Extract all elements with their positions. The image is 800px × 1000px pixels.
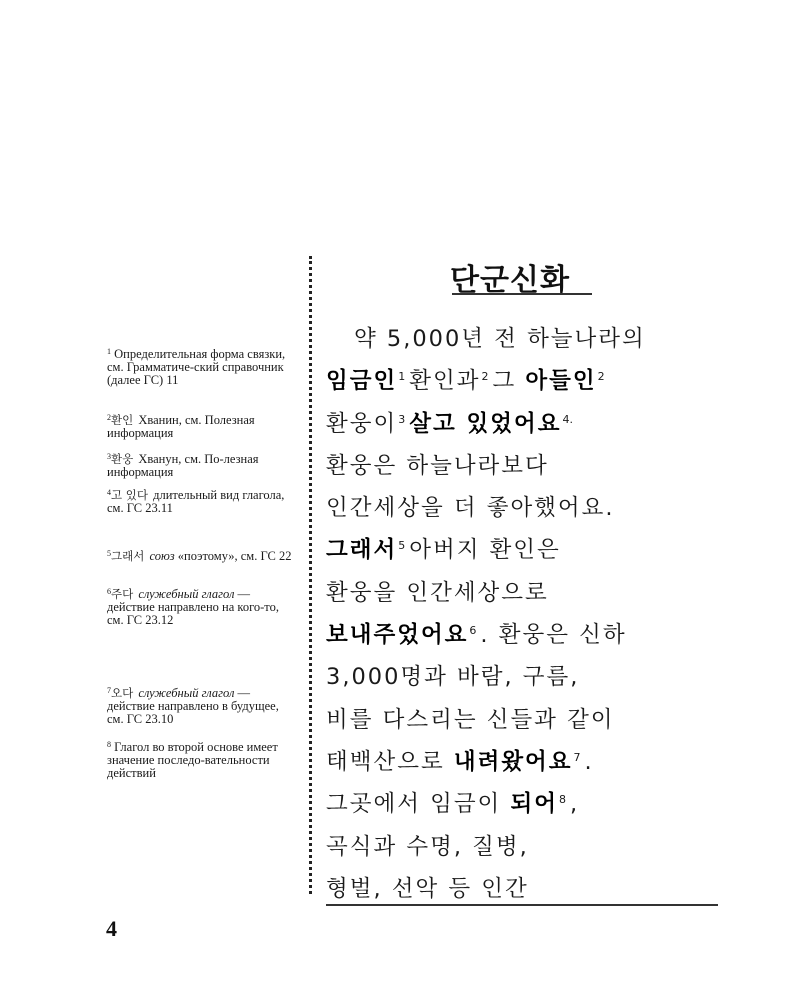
story-text: 환웅은 하늘나라보다 [326, 452, 549, 479]
story-line [326, 783, 726, 825]
footnote-text: Хванин, см. Полезная информация [107, 413, 255, 440]
footnote-8 [107, 741, 297, 780]
story-text: . [584, 748, 594, 775]
story-bold-word: 아들인 [525, 368, 597, 395]
footnote-italic: служебный глагол [138, 686, 235, 700]
story-text: 인간세상을 더 좋아했어요. [326, 495, 615, 522]
footnote-ref: 1 [398, 370, 406, 384]
footnote-korean-term: 그래서 [111, 549, 145, 563]
story-text: 곡식과 수명, 질병, [326, 833, 529, 860]
page-number: 4 [106, 916, 117, 941]
story-title: 단군신화 [450, 263, 570, 298]
story-line [326, 487, 726, 529]
footnote-4 [107, 489, 297, 515]
story-bold-word: 내려왔어요 [453, 748, 573, 775]
story-text: 환인과 [409, 368, 481, 395]
footnote-number: 7 [107, 686, 111, 695]
story-text: 태백산으로 [326, 748, 445, 775]
footnote-ref: 3 [398, 412, 406, 426]
story-text: 형벌, 선악 등 인간 [326, 875, 529, 902]
footnote-korean-term: 환인 [111, 413, 134, 427]
story-line [326, 826, 726, 868]
footnote-italic: союз [149, 549, 175, 563]
story-line [326, 656, 726, 698]
footnote-ref: 7 [573, 750, 581, 764]
footnote-3 [107, 453, 297, 479]
dotted-divider [309, 256, 312, 894]
footnote-ref: 2 [481, 370, 489, 384]
footnote-number: 8 [107, 740, 111, 749]
footnote-text: длительный вид глагола, см. ГС 23.11 [107, 488, 285, 515]
footnote-korean-term: 고 있다 [111, 488, 148, 502]
story-text: 그곳에서 임금이 [326, 791, 502, 818]
story-line [326, 360, 726, 402]
story-line [326, 699, 726, 741]
footnote-number: 3 [107, 452, 111, 461]
story-text: 환웅을 인간세상으로 [326, 579, 549, 606]
footnotes-column [0, 0, 300, 1000]
footnote-number: 5 [107, 549, 111, 558]
story-line [326, 614, 726, 656]
footnote-italic: служебный глагол [138, 587, 235, 601]
footnote-ref: 5 [398, 539, 406, 553]
story-bold-word: 되어 [510, 791, 558, 818]
story-body [326, 318, 726, 910]
story-bold-word: 그래서 [326, 537, 398, 564]
footnote-number: 1 [107, 347, 111, 356]
story-line [326, 572, 726, 614]
footnote-2 [107, 414, 297, 440]
footnote-text: «поэтому», см. ГС 22 [177, 549, 292, 563]
footnote-korean-term: 환웅 [111, 452, 134, 466]
title-underline [452, 293, 592, 295]
footnote-6 [107, 588, 297, 627]
footnote-text: Определительная форма связки, см. Грамматиче-ский справочник (далее ГС) 11 [107, 347, 286, 387]
footnote-text: — действие направлено на кого-то, см. ГС 23.12 [107, 587, 279, 627]
footnote-ref: 4. [562, 412, 573, 426]
story-text: 약 5,000년 전 하늘나라의 [354, 326, 646, 352]
footnote-ref: 6 [469, 624, 477, 638]
story-text: . 환웅은 신하 [480, 622, 627, 649]
footnote-number: 4 [107, 488, 111, 497]
story-line [326, 741, 726, 783]
story-text: 3,000명과 바람, 구름, [326, 664, 580, 691]
story-line [326, 529, 726, 571]
footnote-text: — действие направлено в будущее, см. ГС 23.10 [107, 686, 279, 726]
footnote-korean-term: 주다 [111, 587, 134, 601]
story-text: 아버지 환인은 [409, 537, 561, 564]
story-line [326, 445, 726, 487]
story-line [326, 318, 726, 360]
story-text: 그 [492, 368, 517, 395]
footnote-ref: 8 [558, 793, 566, 807]
story-text: , [569, 791, 580, 818]
footnote-7 [107, 687, 297, 726]
footnote-korean-term: 오다 [111, 686, 134, 700]
story-bold-word: 임금인 [326, 368, 398, 395]
story-text: 환웅이 [326, 410, 398, 437]
footnote-5 [107, 550, 297, 563]
footnote-number: 2 [107, 413, 111, 422]
footnote-1 [107, 348, 297, 387]
story-bold-word: 보내주었어요 [326, 622, 469, 649]
story-text: 비를 다스리는 신들과 같이 [326, 706, 615, 733]
footnote-number: 6 [107, 587, 111, 596]
footnote-text: Глагол во второй основе имеет значение последо-вательности действий [107, 740, 278, 780]
story-line [326, 403, 726, 445]
footnote-text: Хванун, см. По-лезная информация [107, 452, 259, 479]
footnote-ref: 2 [597, 370, 605, 384]
story-bold-word: 살고 있었어요 [409, 410, 562, 437]
bottom-rule [326, 904, 718, 906]
